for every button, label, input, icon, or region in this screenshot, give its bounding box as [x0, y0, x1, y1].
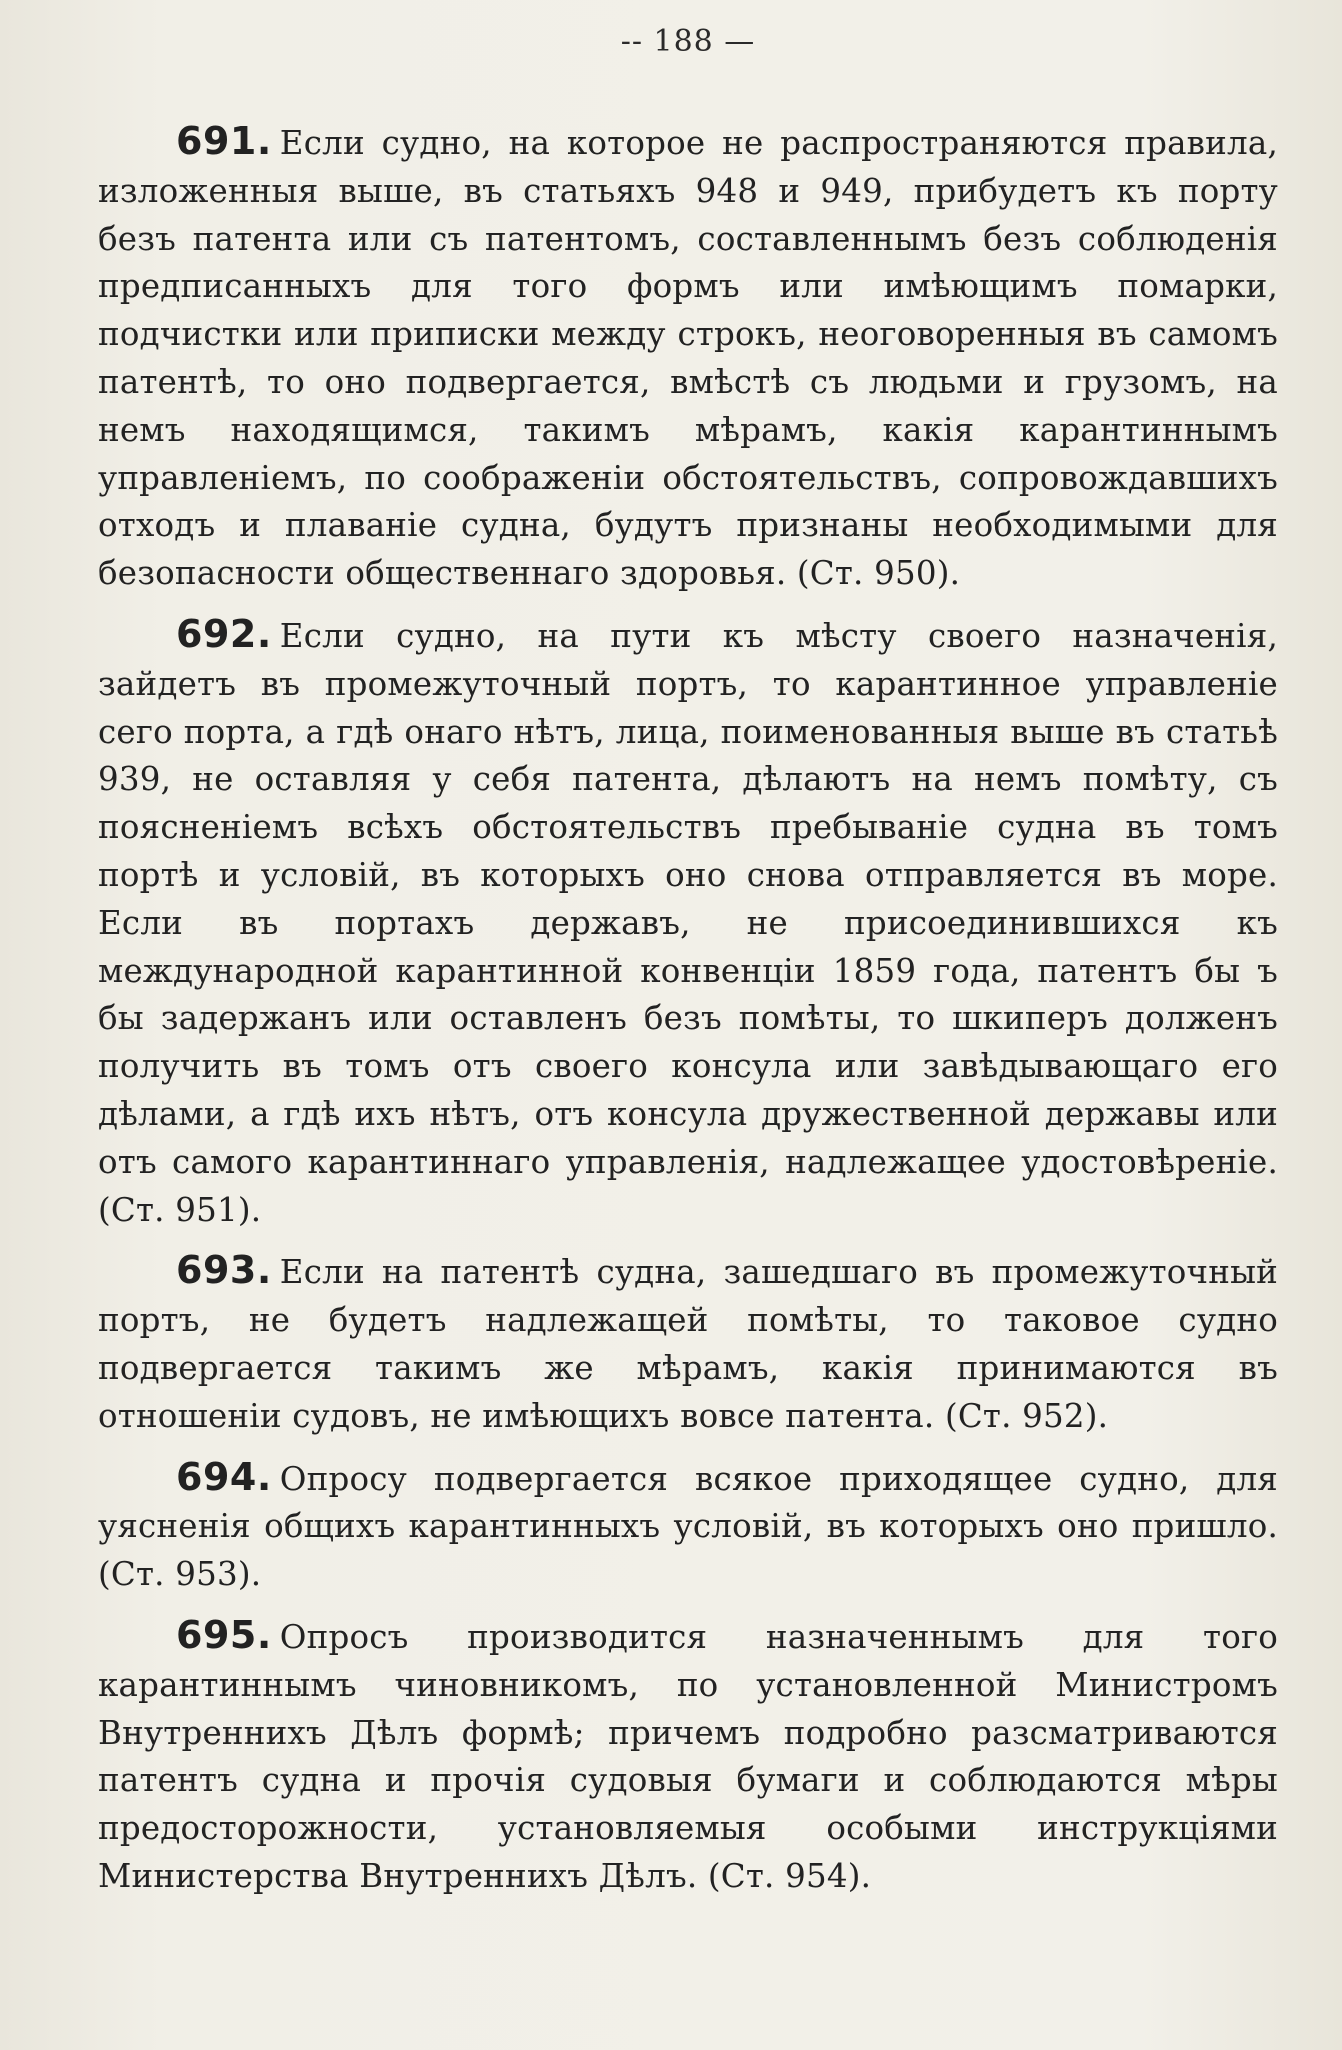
- article-number: 692.: [176, 611, 272, 656]
- article-text: Опросу подвергается всякое приходящее судно, для уясненія общихъ карантинныхъ условій, въ которыхъ оно пришло. (Ст. 953).: [98, 1459, 1278, 1594]
- page-number-header: -- 188 —: [620, 24, 756, 59]
- article-695: [98, 1612, 1278, 1901]
- article-691: [98, 118, 1278, 598]
- article-692: [98, 611, 1278, 1234]
- article-694: [98, 1454, 1278, 1599]
- article-text: Если на патентѣ судна, зашедшаго въ промежуточный портъ, не будетъ надлежащей помѣты, то таковое судно подвергается такимъ же мѣрамъ, какія принимаются въ отношеніи судовъ, не имѣющихъ вовсе патента. (Ст. 952).: [98, 1253, 1278, 1435]
- article-number: 694.: [176, 1454, 272, 1499]
- article-text: Если судно, на которое не распространяются правила, изложенныя выше, въ статьяхъ 948 и 949, прибудетъ къ порту безъ патента или съ патентомъ, составленнымъ безъ соблюденія предписанныхъ для того формъ или имѣющимъ помарки, подчистки или приписки между строкъ, неоговоренныя въ самомъ патентѣ, то оно подвергается, вмѣстѣ съ людьми и грузомъ, на немъ находящимся, такимъ мѣрамъ, какія карантиннымъ управленіемъ, по соображеніи обстоятельствъ, сопровождавшихъ отходъ и плаваніе судна, будутъ признаны необходимыми для безопасности общественнаго здоровья. (Ст. 950).: [98, 124, 1278, 593]
- article-number: 695.: [176, 1612, 272, 1657]
- article-number: 691.: [176, 119, 272, 163]
- article-text: Если судно, на пути къ мѣсту своего назначенія, зайдетъ въ промежуточный портъ, то карантинное управленіе сего порта, а гдѣ онаго нѣтъ, лица, поименованныя выше въ статьѣ 939, не оставляя у себя патента, дѣлаютъ на немъ помѣту, съ поясненіемъ всѣхъ обстоятельствъ пребываніе судна въ томъ портѣ и условій, въ которыхъ оно снова отправляется въ море. Если въ портахъ державъ, не присоединившихся къ международной карантинной конвенціи 1859 года, патентъ бы ъ бы задержанъ или оставленъ безъ помѣты, то шкиперъ долженъ получить въ томъ отъ своего консула или завѣдывающаго его дѣлами, а гдѣ ихъ нѣтъ, отъ консула дружественной державы или отъ самого карантиннаго управленія, надлежащее удостовѣреніе. (Ст. 951).: [98, 616, 1278, 1229]
- article-text: Опросъ производится назначеннымъ для того карантиннымъ чиновникомъ, по установленной Министромъ Внутреннихъ Дѣлъ формѣ; причемъ подробно разсматриваются патентъ судна и прочія судовыя бумаги и соблюдаются мѣры предосторожности, установляемыя особыми инструкціями Министерства Внутреннихъ Дѣлъ. (Ст. 954).: [98, 1617, 1278, 1895]
- article-number: 693.: [176, 1248, 272, 1293]
- article-693: [98, 1247, 1278, 1440]
